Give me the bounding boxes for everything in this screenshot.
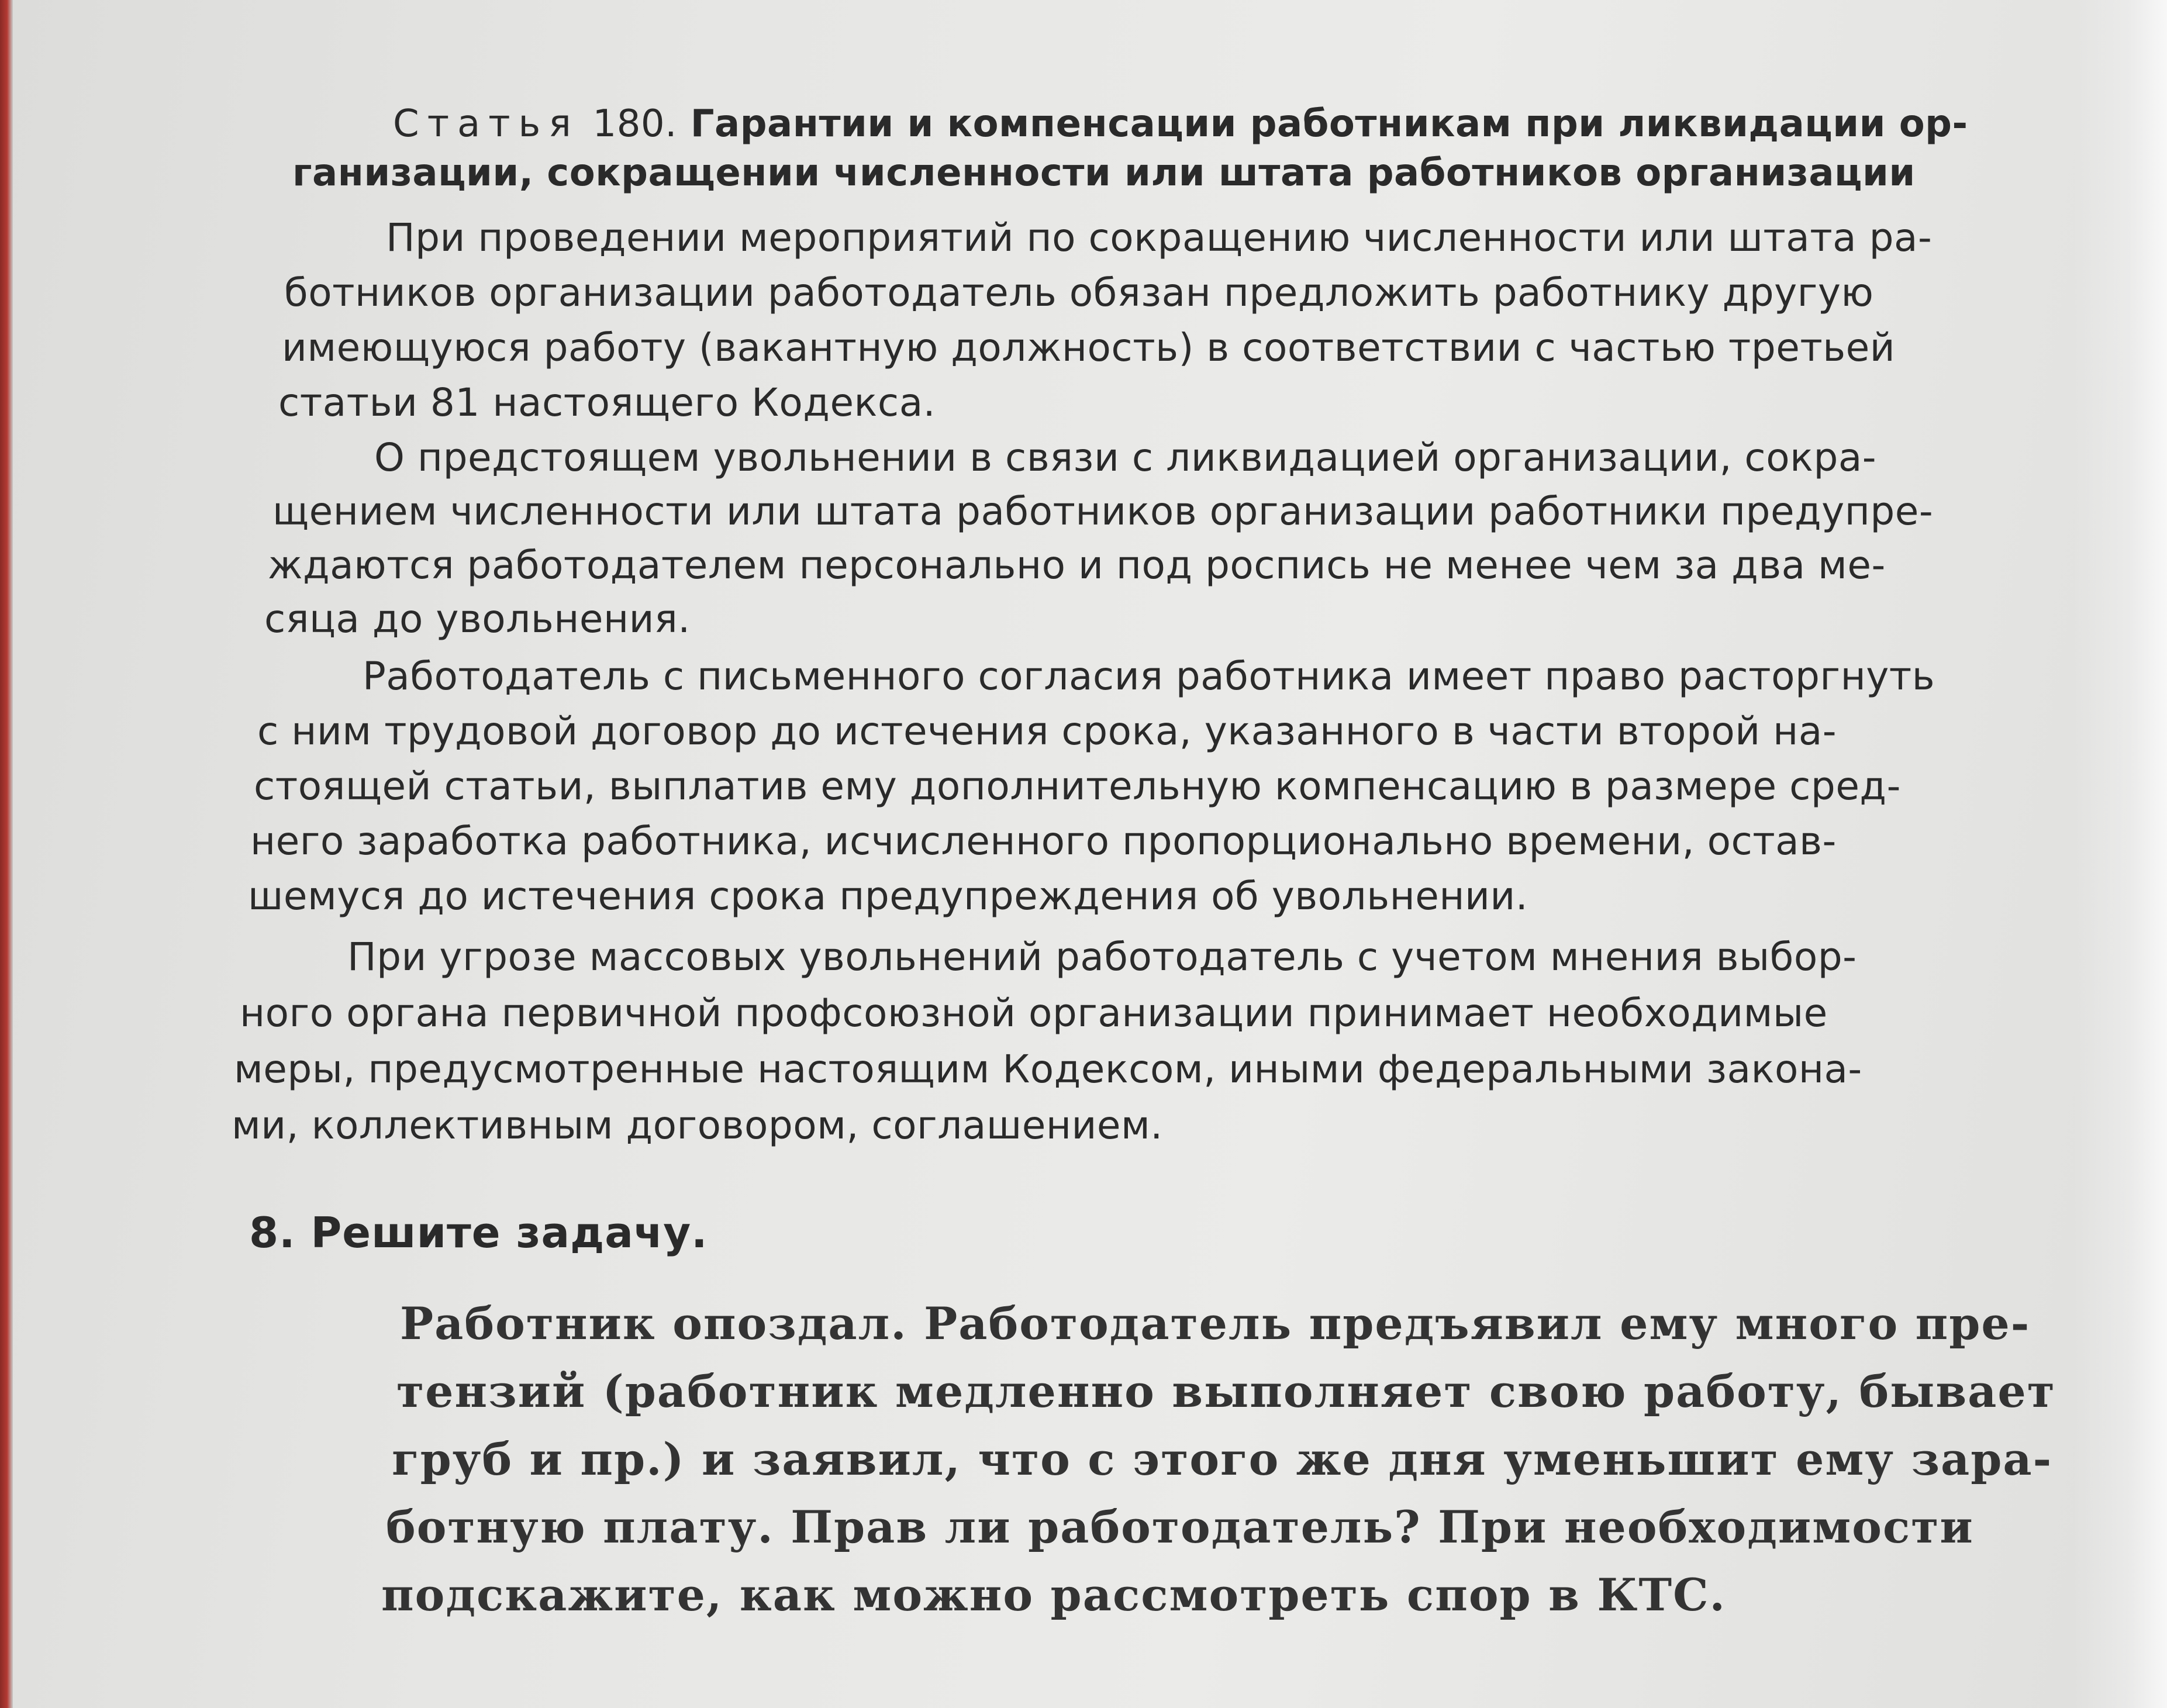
- paragraph-3-line-2: с ним трудовой договор до истечения срока, указанного в части второй на-: [257, 709, 1837, 754]
- paragraph-1-line-4: статьи 81 настоящего Кодекса.: [278, 380, 936, 425]
- paragraph-3-line-5: шемуся до истечения срока предупреждения об увольнении.: [248, 874, 1528, 919]
- paragraph-3-line-1: Работодатель с письменного согласия работника имеет право расторгнуть: [363, 654, 1935, 699]
- page-edge-highlight: [2073, 0, 2167, 1708]
- task-line-5: подскажите, как можно рассмотреть спор в КТС.: [381, 1569, 1727, 1621]
- paragraph-4-line-1: При угрозе массовых увольнений работодатель с учетом мнения выбор-: [347, 934, 1857, 979]
- paragraph-1-line-3: имеющуюся работу (вакантную должность) в соответствии с частью третьей: [282, 325, 1896, 370]
- paragraph-1-line-1: При проведении мероприятий по сокращению численности или штата ра-: [386, 215, 1933, 260]
- task-title: 8. Решите задачу.: [249, 1208, 708, 1257]
- article-number: 180.: [592, 102, 677, 146]
- paragraph-4-line-2: ного органа первичной профсоюзной организации принимает необходимые: [240, 991, 1828, 1036]
- paragraph-1-line-2: ботников организации работодатель обязан предложить работнику другую: [284, 270, 1874, 315]
- paragraph-2-line-4: сяца до увольнения.: [264, 596, 691, 641]
- paragraph-3-line-3: стоящей статьи, выплатив ему дополнительную компенсацию в размере сред-: [254, 764, 1901, 809]
- paragraph-4-line-3: меры, предусмотренные настоящим Кодексом, иными федеральными закона-: [234, 1047, 1862, 1092]
- task-line-4: ботную плату. Прав ли работодатель? При необходимости: [386, 1501, 1974, 1553]
- paragraph-3-line-4: него заработка работника, исчисленного пропорционально времени, остав-: [250, 819, 1837, 864]
- paragraph-2-line-3: ждаются работодателем персонально и под роспись не менее чем за два ме-: [268, 543, 1886, 588]
- paragraph-2-line-1: О предстоящем увольнении в связи с ликвидацией организации, сокра-: [374, 435, 1877, 480]
- task-line-2: тензий (работник медленно выполняет свою работу, бывает: [396, 1365, 2056, 1417]
- task-line-3: груб и пр.) и заявил, что с этого же дня уменьшит ему зара-: [392, 1433, 2053, 1485]
- paragraph-2-line-2: щением численности или штата работников организации работники предупре-: [272, 489, 1934, 534]
- paragraph-4-line-4: ми, коллективным договором, соглашением.: [232, 1103, 1163, 1148]
- task-line-1: Работник опоздал. Работодатель предъявил ему много пре-: [400, 1298, 2031, 1350]
- book-spine-edge: [0, 0, 13, 1708]
- article-label: Статья: [393, 102, 579, 146]
- article-heading-line-1: [393, 102, 1968, 146]
- article-title-part-2: ганизации, сокращении численности или штата работников организации: [292, 151, 1916, 195]
- article-title-part-1: Гарантии и компенсации работникам при ликвидации ор-: [690, 102, 1968, 146]
